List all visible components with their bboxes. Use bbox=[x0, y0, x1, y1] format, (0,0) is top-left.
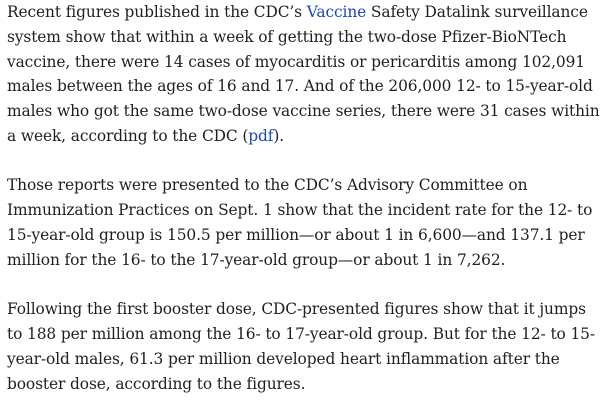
paragraph-3: Following the first booster dose, CDC-presented figures show that it jumps to 188 per million among the 16- to 17-year-old group. But for the 12- to 15-year-old males, 61.3 per million developed heart inflammation after the booster dose, according to the figures. bbox=[7, 300, 595, 393]
paragraph-1-text-end: ). bbox=[273, 126, 285, 145]
paragraph-1-text-start: Recent figures published in the CDC’s bbox=[7, 3, 307, 21]
vaccine-link[interactable]: Vaccine bbox=[306, 3, 367, 21]
paragraph-1 bbox=[7, 0, 601, 149]
pdf-link[interactable]: pdf bbox=[248, 126, 274, 145]
paragraph-1-text-middle: Safety Datalink surveillance system show that within a week of getting the two-dose Pfizer-BioNTech vaccine, there were 14 cases of myocarditis or pericarditis among 102,091 males between the ages of 16 and 17. And of the 206,000 12- to 15-year-old males who got the same two-dose vaccine series, there were 31 cases within a week, according to the CDC ( bbox=[7, 3, 600, 145]
paragraph-2: Those reports were presented to the CDC’s Advisory Committee on Immunization Practices on Sept. 1 show that the incident rate for the 12- to 15-year-old group is 150.5 per million—or about 1 in 6,600—and 137.1 per million for the 16- to the 17-year-old group—or about 1 in 7,262. bbox=[7, 176, 593, 269]
